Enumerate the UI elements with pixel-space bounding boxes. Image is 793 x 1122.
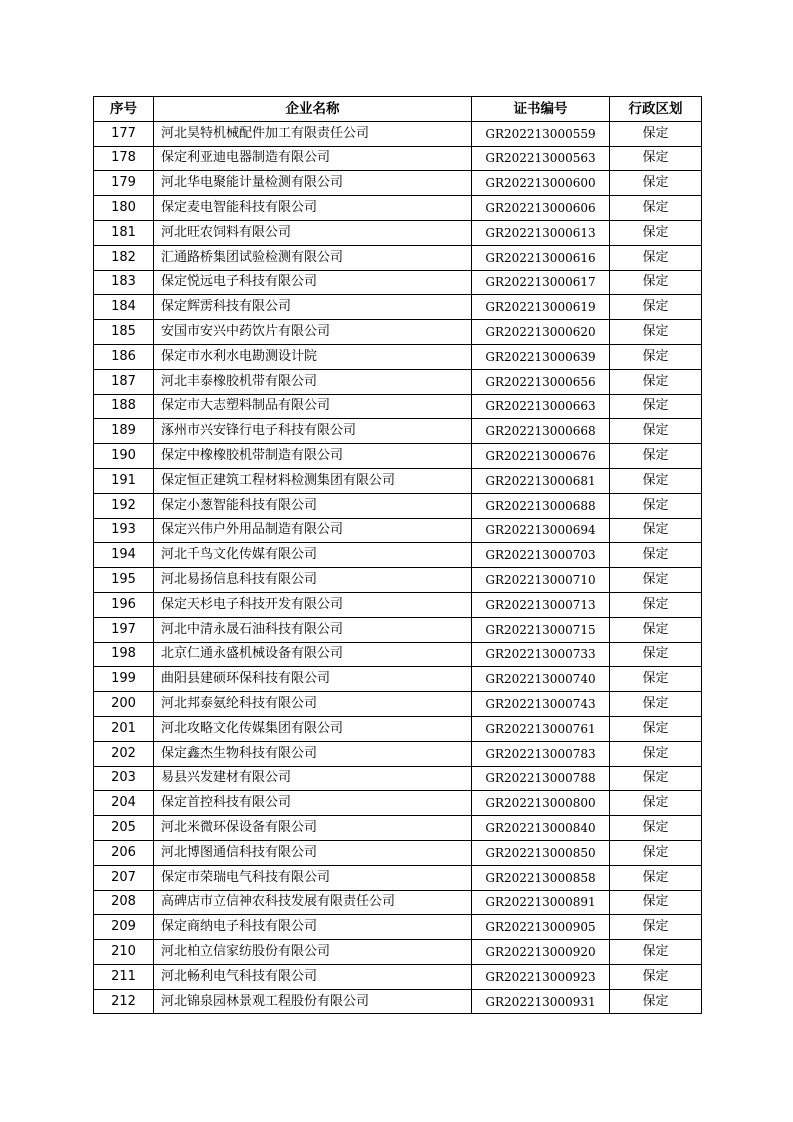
company-name-cell: 保定辉雳科技有限公司	[154, 295, 472, 320]
certificate-number-cell: GR202213000788	[472, 766, 610, 791]
region-cell: 保定	[610, 419, 702, 444]
header-region: 行政区划	[610, 97, 702, 122]
region-cell: 保定	[610, 840, 702, 865]
table-row	[94, 295, 702, 320]
company-name-cell: 保定首控科技有限公司	[154, 791, 472, 816]
table-row	[94, 444, 702, 469]
region-cell: 保定	[610, 518, 702, 543]
certificate-number-cell: GR202213000617	[472, 270, 610, 295]
seq-cell: 200	[94, 692, 154, 717]
certificate-number-cell: GR202213000563	[472, 146, 610, 171]
certificate-number-cell: GR202213000710	[472, 568, 610, 593]
certificate-number-cell: GR202213000891	[472, 890, 610, 915]
region-cell: 保定	[610, 171, 702, 196]
header-row	[94, 97, 702, 122]
company-name-cell: 曲阳县建硕环保科技有限公司	[154, 667, 472, 692]
table-row	[94, 766, 702, 791]
certificate-number-cell: GR202213000606	[472, 196, 610, 221]
certificate-number-cell: GR202213000620	[472, 320, 610, 345]
region-cell: 保定	[610, 493, 702, 518]
company-name-cell: 高碑店市立信神农科技发展有限责任公司	[154, 890, 472, 915]
seq-cell: 184	[94, 295, 154, 320]
table-row	[94, 964, 702, 989]
certificate-number-cell: GR202213000694	[472, 518, 610, 543]
seq-cell: 206	[94, 840, 154, 865]
table-header	[94, 97, 702, 122]
seq-cell: 202	[94, 741, 154, 766]
region-cell: 保定	[610, 890, 702, 915]
table-body	[94, 121, 702, 1014]
region-cell: 保定	[610, 940, 702, 965]
seq-cell: 187	[94, 369, 154, 394]
table-row	[94, 394, 702, 419]
certificate-number-cell: GR202213000850	[472, 840, 610, 865]
company-name-cell: 保定悦远电子科技有限公司	[154, 270, 472, 295]
seq-cell: 209	[94, 915, 154, 940]
certificate-number-cell: GR202213000703	[472, 543, 610, 568]
region-cell: 保定	[610, 220, 702, 245]
seq-cell: 183	[94, 270, 154, 295]
company-name-cell: 保定恒正建筑工程材料检测集团有限公司	[154, 468, 472, 493]
certificate-number-cell: GR202213000743	[472, 692, 610, 717]
company-name-cell: 北京仁通永盛机械设备有限公司	[154, 642, 472, 667]
company-name-cell: 河北畅利电气科技有限公司	[154, 964, 472, 989]
table-row	[94, 816, 702, 841]
region-cell: 保定	[610, 592, 702, 617]
seq-cell: 177	[94, 121, 154, 146]
company-name-cell: 保定市大志塑料制品有限公司	[154, 394, 472, 419]
company-name-cell: 河北千鸟文化传媒有限公司	[154, 543, 472, 568]
seq-cell: 212	[94, 989, 154, 1014]
company-name-cell: 涿州市兴安锋行电子科技有限公司	[154, 419, 472, 444]
certificate-number-cell: GR202213000931	[472, 989, 610, 1014]
company-name-cell: 河北博图通信科技有限公司	[154, 840, 472, 865]
table-row	[94, 171, 702, 196]
certificate-number-cell: GR202213000761	[472, 716, 610, 741]
certificate-number-cell: GR202213000840	[472, 816, 610, 841]
table-row	[94, 146, 702, 171]
seq-cell: 207	[94, 865, 154, 890]
table-row	[94, 642, 702, 667]
region-cell: 保定	[610, 543, 702, 568]
seq-cell: 188	[94, 394, 154, 419]
seq-cell: 191	[94, 468, 154, 493]
header-cert: 证书编号	[472, 97, 610, 122]
region-cell: 保定	[610, 667, 702, 692]
seq-cell: 180	[94, 196, 154, 221]
table-row	[94, 940, 702, 965]
table-row	[94, 692, 702, 717]
table-row	[94, 196, 702, 221]
seq-cell: 201	[94, 716, 154, 741]
certificate-number-cell: GR202213000688	[472, 493, 610, 518]
company-name-cell: 河北锦泉园林景观工程股份有限公司	[154, 989, 472, 1014]
company-name-cell: 汇通路桥集团试验检测有限公司	[154, 245, 472, 270]
certificate-number-cell: GR202213000613	[472, 220, 610, 245]
company-name-cell: 河北昊特机械配件加工有限责任公司	[154, 121, 472, 146]
seq-cell: 189	[94, 419, 154, 444]
seq-cell: 197	[94, 617, 154, 642]
company-name-cell: 河北华电聚能计量检测有限公司	[154, 171, 472, 196]
certificate-number-cell: GR202213000715	[472, 617, 610, 642]
certificate-number-cell: GR202213000616	[472, 245, 610, 270]
table-row	[94, 344, 702, 369]
company-name-cell: 保定中橡橡胶机带制造有限公司	[154, 444, 472, 469]
company-name-cell: 保定小葱智能科技有限公司	[154, 493, 472, 518]
certificate-number-cell: GR202213000923	[472, 964, 610, 989]
seq-cell: 178	[94, 146, 154, 171]
company-name-cell: 保定鑫杰生物科技有限公司	[154, 741, 472, 766]
table-row	[94, 667, 702, 692]
table-row	[94, 568, 702, 593]
seq-cell: 182	[94, 245, 154, 270]
company-name-cell: 保定麦电智能科技有限公司	[154, 196, 472, 221]
company-name-cell: 保定商纳电子科技有限公司	[154, 915, 472, 940]
table-row	[94, 989, 702, 1014]
certificate-number-cell: GR202213000783	[472, 741, 610, 766]
seq-cell: 196	[94, 592, 154, 617]
region-cell: 保定	[610, 964, 702, 989]
certificate-number-cell: GR202213000663	[472, 394, 610, 419]
seq-cell: 192	[94, 493, 154, 518]
table-row	[94, 741, 702, 766]
table-row	[94, 617, 702, 642]
certificate-number-cell: GR202213000668	[472, 419, 610, 444]
seq-cell: 199	[94, 667, 154, 692]
region-cell: 保定	[610, 468, 702, 493]
seq-cell: 204	[94, 791, 154, 816]
table-row	[94, 840, 702, 865]
seq-cell: 186	[94, 344, 154, 369]
seq-cell: 193	[94, 518, 154, 543]
region-cell: 保定	[610, 394, 702, 419]
region-cell: 保定	[610, 270, 702, 295]
region-cell: 保定	[610, 791, 702, 816]
company-name-cell: 易县兴发建材有限公司	[154, 766, 472, 791]
certificate-number-cell: GR202213000733	[472, 642, 610, 667]
company-name-cell: 保定市水利水电勘测设计院	[154, 344, 472, 369]
region-cell: 保定	[610, 146, 702, 171]
region-cell: 保定	[610, 369, 702, 394]
region-cell: 保定	[610, 617, 702, 642]
company-name-cell: 保定利亚迪电器制造有限公司	[154, 146, 472, 171]
table-row	[94, 270, 702, 295]
region-cell: 保定	[610, 741, 702, 766]
certificate-number-cell: GR202213000858	[472, 865, 610, 890]
seq-cell: 203	[94, 766, 154, 791]
company-name-cell: 河北邦泰氨纶科技有限公司	[154, 692, 472, 717]
region-cell: 保定	[610, 320, 702, 345]
table-row	[94, 716, 702, 741]
table-row	[94, 592, 702, 617]
table-row	[94, 791, 702, 816]
table-row	[94, 915, 702, 940]
table-row	[94, 121, 702, 146]
region-cell: 保定	[610, 766, 702, 791]
table-row	[94, 419, 702, 444]
certificate-number-cell: GR202213000559	[472, 121, 610, 146]
table-row	[94, 890, 702, 915]
table-row	[94, 468, 702, 493]
certificate-number-cell: GR202213000676	[472, 444, 610, 469]
certificate-number-cell: GR202213000920	[472, 940, 610, 965]
header-name: 企业名称	[154, 97, 472, 122]
table-row	[94, 865, 702, 890]
region-cell: 保定	[610, 692, 702, 717]
region-cell: 保定	[610, 989, 702, 1014]
seq-cell: 185	[94, 320, 154, 345]
company-name-cell: 安国市安兴中药饮片有限公司	[154, 320, 472, 345]
certificate-number-cell: GR202213000800	[472, 791, 610, 816]
company-name-cell: 保定天杉电子科技开发有限公司	[154, 592, 472, 617]
seq-cell: 208	[94, 890, 154, 915]
seq-cell: 205	[94, 816, 154, 841]
company-name-cell: 河北易扬信息科技有限公司	[154, 568, 472, 593]
seq-cell: 195	[94, 568, 154, 593]
enterprise-table	[93, 96, 702, 1014]
table-row	[94, 543, 702, 568]
region-cell: 保定	[610, 121, 702, 146]
region-cell: 保定	[610, 865, 702, 890]
certificate-number-cell: GR202213000656	[472, 369, 610, 394]
region-cell: 保定	[610, 196, 702, 221]
header-seq: 序号	[94, 97, 154, 122]
table-row	[94, 320, 702, 345]
certificate-number-cell: GR202213000713	[472, 592, 610, 617]
seq-cell: 181	[94, 220, 154, 245]
certificate-number-cell: GR202213000639	[472, 344, 610, 369]
company-name-cell: 保定市荣瑞电气科技有限公司	[154, 865, 472, 890]
seq-cell: 179	[94, 171, 154, 196]
region-cell: 保定	[610, 344, 702, 369]
certificate-number-cell: GR202213000740	[472, 667, 610, 692]
certificate-number-cell: GR202213000905	[472, 915, 610, 940]
company-name-cell: 河北攻略文化传媒集团有限公司	[154, 716, 472, 741]
region-cell: 保定	[610, 816, 702, 841]
table-row	[94, 518, 702, 543]
certificate-number-cell: GR202213000600	[472, 171, 610, 196]
seq-cell: 190	[94, 444, 154, 469]
region-cell: 保定	[610, 642, 702, 667]
company-name-cell: 河北丰泰橡胶机带有限公司	[154, 369, 472, 394]
region-cell: 保定	[610, 568, 702, 593]
company-name-cell: 河北旺农饲料有限公司	[154, 220, 472, 245]
table-row	[94, 369, 702, 394]
region-cell: 保定	[610, 245, 702, 270]
region-cell: 保定	[610, 716, 702, 741]
region-cell: 保定	[610, 444, 702, 469]
company-name-cell: 河北柏立信家纺股份有限公司	[154, 940, 472, 965]
region-cell: 保定	[610, 295, 702, 320]
seq-cell: 210	[94, 940, 154, 965]
table-row	[94, 245, 702, 270]
company-name-cell: 保定兴伟户外用品制造有限公司	[154, 518, 472, 543]
company-name-cell: 河北中清永晟石油科技有限公司	[154, 617, 472, 642]
table-row	[94, 220, 702, 245]
seq-cell: 198	[94, 642, 154, 667]
region-cell: 保定	[610, 915, 702, 940]
table-row	[94, 493, 702, 518]
certificate-number-cell: GR202213000681	[472, 468, 610, 493]
seq-cell: 211	[94, 964, 154, 989]
certificate-number-cell: GR202213000619	[472, 295, 610, 320]
seq-cell: 194	[94, 543, 154, 568]
company-name-cell: 河北米微环保设备有限公司	[154, 816, 472, 841]
